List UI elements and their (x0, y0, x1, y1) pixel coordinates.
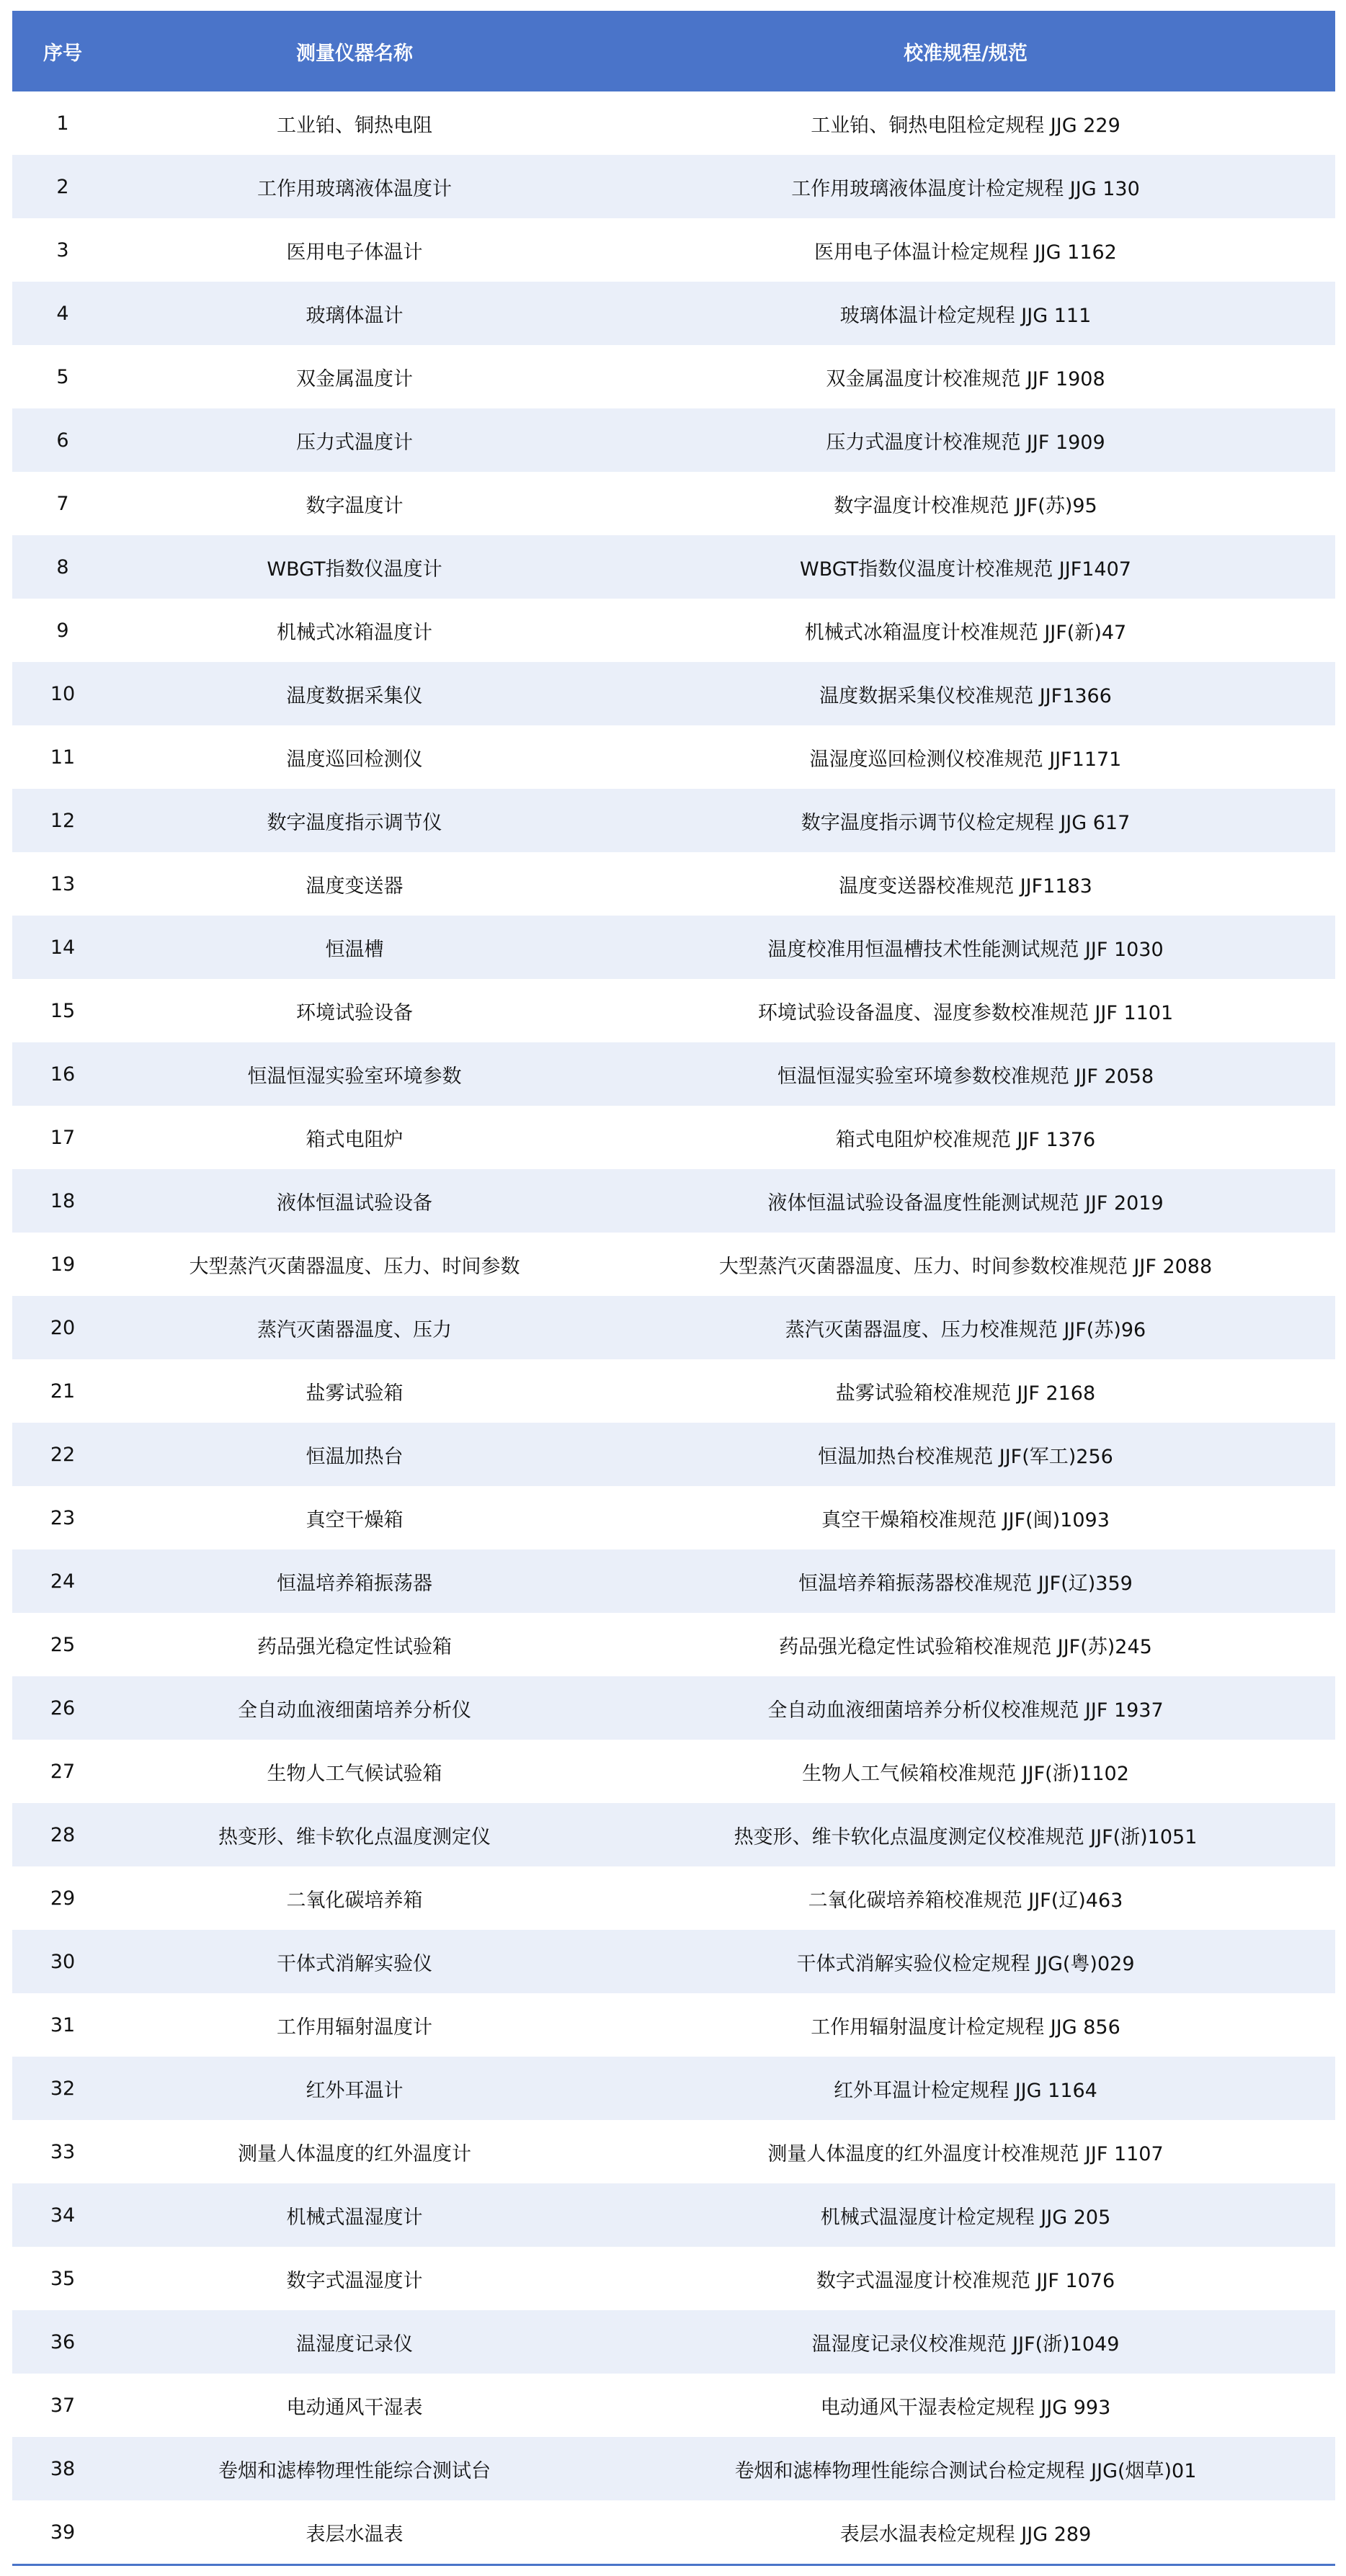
serial-number-cell: 19 (50, 1253, 76, 1276)
table-row (12, 789, 1335, 852)
instrument-name-cell: 压力式温度计 (296, 431, 413, 454)
table-row (12, 282, 1335, 345)
table-row (12, 1930, 1335, 1993)
calibration-spec-cell: 温度变送器校准规范 JJF1183 (839, 875, 1092, 898)
serial-number-cell: 39 (50, 2521, 76, 2544)
instrument-name-cell: 温度变送器 (306, 875, 404, 898)
calibration-spec-cell: 数字式温湿度计校准规范 JJF 1076 (816, 2269, 1115, 2292)
instrument-name-cell: 卷烟和滤棒物理性能综合测试台 (218, 2459, 491, 2482)
serial-number-cell: 13 (50, 872, 76, 895)
serial-number-cell: 12 (50, 809, 76, 832)
serial-number-cell: 35 (50, 2267, 76, 2290)
table-row (12, 662, 1335, 725)
serial-number-cell: 5 (56, 365, 69, 388)
serial-number-cell: 2 (56, 175, 69, 198)
calibration-spec-cell: 测量人体温度的红外温度计校准规范 JJF 1107 (767, 2142, 1164, 2165)
serial-number-cell: 4 (56, 302, 69, 325)
calibration-spec-cell: 双金属温度计校准规范 JJF 1908 (826, 367, 1105, 390)
calibration-spec-cell: 恒温培养箱振荡器校准规范 JJF(辽)359 (798, 1572, 1133, 1595)
instrument-name-cell: 蒸汽灭菌器温度、压力 (257, 1318, 452, 1341)
instrument-name-cell: 数字温度计 (306, 494, 404, 517)
table-row (12, 1613, 1335, 1676)
calibration-spec-cell: 玻璃体温计检定规程 JJG 111 (839, 304, 1092, 327)
header-serial-number: 序号 (43, 42, 82, 65)
instrument-name-cell: 工作用辐射温度计 (277, 2016, 432, 2039)
instrument-name-cell: 玻璃体温计 (306, 304, 404, 327)
calibration-spec-cell: 蒸汽灭菌器温度、压力校准规范 JJF(苏)96 (785, 1318, 1146, 1341)
instrument-name-cell: 数字温度指示调节仪 (267, 811, 442, 834)
calibration-spec-cell: 数字温度计校准规范 JJF(苏)95 (834, 494, 1097, 517)
serial-number-cell: 18 (50, 1189, 76, 1212)
calibration-spec-cell: 红外耳温计检定规程 JJG 1164 (834, 2079, 1097, 2102)
serial-number-cell: 17 (50, 1126, 76, 1149)
table-row (12, 155, 1335, 218)
calibration-spec-cell: 电动通风干湿表检定规程 JJG 993 (820, 2396, 1111, 2419)
calibration-spec-cell: 大型蒸汽灭菌器温度、压力、时间参数校准规范 JJF 2088 (718, 1255, 1213, 1278)
instrument-name-cell: 医用电子体温计 (286, 241, 423, 264)
table-row (12, 2247, 1335, 2310)
instrument-name-cell: 生物人工气候试验箱 (267, 1762, 442, 1785)
header-calibration-spec: 校准规程/规范 (904, 42, 1028, 65)
serial-number-cell: 22 (50, 1443, 76, 1466)
instrument-name-cell: 温度数据采集仪 (286, 684, 423, 707)
serial-number-cell: 6 (56, 429, 69, 452)
instrument-name-cell: 药品强光稳定性试验箱 (257, 1635, 452, 1658)
instrument-name-cell: 盐雾试验箱 (306, 1382, 404, 1405)
instrument-name-cell: 干体式消解实验仪 (277, 1952, 432, 1975)
instrument-name-cell: 工业铂、铜热电阻 (277, 114, 432, 137)
table-row (12, 1486, 1335, 1549)
instrument-name-cell: 恒温恒湿实验室环境参数 (247, 1065, 462, 1088)
table-row (12, 1042, 1335, 1106)
calibration-spec-cell: 温湿度巡回检测仪校准规范 JJF1171 (809, 748, 1122, 771)
instrument-name-cell: 测量人体温度的红外温度计 (238, 2142, 471, 2165)
calibration-spec-cell: 生物人工气候箱校准规范 JJF(浙)1102 (802, 1762, 1129, 1785)
calibration-spec-cell: 恒温恒湿实验室环境参数校准规范 JJF 2058 (777, 1065, 1154, 1088)
table-row (12, 345, 1335, 408)
instrument-name-cell: 机械式温湿度计 (286, 2206, 423, 2229)
serial-number-cell: 25 (50, 1633, 76, 1656)
table-row (12, 916, 1335, 979)
table-row (12, 599, 1335, 662)
instrument-name-cell: 红外耳温计 (306, 2079, 404, 2102)
table-row (12, 1233, 1335, 1296)
table-row (12, 2120, 1335, 2183)
table-row (12, 1296, 1335, 1359)
table-row (12, 1866, 1335, 1930)
table-row (12, 725, 1335, 789)
table-body (12, 91, 1335, 2564)
serial-number-cell: 36 (50, 2330, 76, 2353)
serial-number-cell: 10 (50, 682, 76, 705)
header-instrument-name: 测量仪器名称 (296, 42, 413, 65)
calibration-spec-cell: 压力式温度计校准规范 JJF 1909 (826, 431, 1105, 454)
instrument-name-cell: 箱式电阻炉 (306, 1128, 404, 1151)
table-row (12, 979, 1335, 1042)
instrument-name-cell: 电动通风干湿表 (286, 2396, 423, 2419)
serial-number-cell: 14 (50, 936, 76, 959)
serial-number-cell: 21 (50, 1379, 76, 1403)
calibration-spec-cell: 恒温加热台校准规范 JJF(军工)256 (818, 1445, 1113, 1468)
serial-number-cell: 28 (50, 1823, 76, 1846)
table-row (12, 852, 1335, 916)
serial-number-cell: 34 (50, 2204, 76, 2227)
calibration-spec-cell: 二氧化碳培养箱校准规范 JJF(辽)463 (808, 1889, 1123, 1912)
table-row (12, 2310, 1335, 2374)
instrument-name-cell: 双金属温度计 (296, 367, 413, 390)
calibration-spec-cell: 全自动血液细菌培养分析仪校准规范 JJF 1937 (767, 1699, 1164, 1722)
serial-number-cell: 7 (56, 492, 69, 515)
table-row (12, 1359, 1335, 1423)
instrument-name-cell: 环境试验设备 (296, 1001, 413, 1024)
instrument-name-cell: 恒温加热台 (306, 1445, 404, 1468)
calibration-spec-cell: 干体式消解实验仪检定规程 JJG(粤)029 (796, 1952, 1135, 1975)
serial-number-cell: 3 (56, 238, 69, 261)
instrument-name-cell: 真空干燥箱 (306, 1508, 404, 1531)
instrument-name-cell: 温湿度记录仪 (296, 2333, 413, 2356)
serial-number-cell: 31 (50, 2013, 76, 2036)
table-row (12, 1423, 1335, 1486)
table-row (12, 2183, 1335, 2247)
serial-number-cell: 1 (56, 112, 69, 135)
serial-number-cell: 27 (50, 1760, 76, 1783)
serial-number-cell: 29 (50, 1887, 76, 1910)
calibration-spec-cell: WBGT指数仪温度计校准规范 JJF1407 (800, 558, 1131, 581)
serial-number-cell: 8 (56, 555, 69, 578)
header-row (12, 11, 1335, 91)
calibration-spec-cell: 机械式温湿度计检定规程 JJG 205 (820, 2206, 1111, 2229)
serial-number-cell: 33 (50, 2140, 76, 2163)
calibration-spec-cell: 卷烟和滤棒物理性能综合测试台检定规程 JJG(烟草)01 (734, 2459, 1197, 2482)
calibration-spec-cell: 机械式冰箱温度计校准规范 JJF(新)47 (804, 621, 1127, 644)
calibration-spec-cell: 环境试验设备温度、湿度参数校准规范 JJF 1101 (757, 1001, 1174, 1024)
calibration-spec-cell: 温度数据采集仪校准规范 JJF1366 (819, 684, 1112, 707)
table-row (12, 2500, 1335, 2564)
table-row (12, 2437, 1335, 2500)
calibration-spec-table (12, 11, 1335, 2564)
table-row (12, 218, 1335, 282)
calibration-spec-cell: 盐雾试验箱校准规范 JJF 2168 (835, 1382, 1096, 1405)
table-row (12, 1169, 1335, 1233)
table-row (12, 91, 1335, 155)
instrument-name-cell: 机械式冰箱温度计 (277, 621, 432, 644)
calibration-spec-cell: 箱式电阻炉校准规范 JJF 1376 (835, 1128, 1096, 1151)
serial-number-cell: 23 (50, 1506, 76, 1529)
instrument-name-cell: 液体恒温试验设备 (277, 1191, 432, 1215)
serial-number-cell: 37 (50, 2394, 76, 2417)
table-bottom-border (12, 2564, 1335, 2566)
serial-number-cell: 26 (50, 1696, 76, 1719)
calibration-spec-cell: 工作用辐射温度计检定规程 JJG 856 (811, 2016, 1120, 2039)
table-row (12, 535, 1335, 599)
instrument-name-cell: 数字式温湿度计 (286, 2269, 423, 2292)
serial-number-cell: 16 (50, 1063, 76, 1086)
table-row (12, 1106, 1335, 1169)
calibration-spec-cell: 温度校准用恒温槽技术性能测试规范 JJF 1030 (767, 938, 1164, 961)
calibration-spec-cell: 热变形、维卡软化点温度测定仪校准规范 JJF(浙)1051 (734, 1825, 1198, 1848)
table-row (12, 2057, 1335, 2120)
serial-number-cell: 11 (50, 746, 76, 769)
calibration-spec-cell: 液体恒温试验设备温度性能测试规范 JJF 2019 (767, 1191, 1164, 1215)
serial-number-cell: 32 (50, 2077, 76, 2100)
table-row (12, 2374, 1335, 2437)
table-row (12, 1803, 1335, 1866)
table-row (12, 472, 1335, 535)
calibration-spec-cell: 药品强光稳定性试验箱校准规范 JJF(苏)245 (779, 1635, 1152, 1658)
instrument-name-cell: 全自动血液细菌培养分析仪 (238, 1699, 471, 1722)
table-row (12, 1549, 1335, 1613)
calibration-spec-cell: 工业铂、铜热电阻检定规程 JJG 229 (811, 114, 1120, 137)
calibration-spec-cell: 医用电子体温计检定规程 JJG 1162 (814, 241, 1117, 264)
instrument-name-cell: 表层水温表 (306, 2523, 404, 2546)
instrument-name-cell: 热变形、维卡软化点温度测定仪 (218, 1825, 491, 1848)
instrument-name-cell: 二氧化碳培养箱 (286, 1889, 423, 1912)
serial-number-cell: 20 (50, 1316, 76, 1339)
calibration-table-container (12, 11, 1335, 2566)
table-header (12, 11, 1335, 91)
table-row (12, 1740, 1335, 1803)
instrument-name-cell: 工作用玻璃液体温度计 (257, 177, 452, 200)
calibration-spec-cell: 表层水温表检定规程 JJG 289 (839, 2523, 1092, 2546)
serial-number-cell: 30 (50, 1950, 76, 1973)
table-row (12, 1993, 1335, 2057)
table-row (12, 408, 1335, 472)
calibration-spec-cell: 温湿度记录仪校准规范 JJF(浙)1049 (811, 2333, 1120, 2356)
instrument-name-cell: 恒温槽 (325, 938, 384, 961)
calibration-spec-cell: 数字温度指示调节仪检定规程 JJG 617 (801, 811, 1131, 834)
serial-number-cell: 24 (50, 1570, 76, 1593)
calibration-spec-cell: 真空干燥箱校准规范 JJF(闽)1093 (821, 1508, 1110, 1531)
serial-number-cell: 15 (50, 999, 76, 1022)
serial-number-cell: 38 (50, 2457, 76, 2480)
instrument-name-cell: 恒温培养箱振荡器 (277, 1572, 432, 1595)
instrument-name-cell: WBGT指数仪温度计 (267, 558, 442, 581)
instrument-name-cell: 温度巡回检测仪 (286, 748, 423, 771)
serial-number-cell: 9 (56, 619, 69, 642)
table-row (12, 1676, 1335, 1740)
instrument-name-cell: 大型蒸汽灭菌器温度、压力、时间参数 (189, 1255, 520, 1278)
calibration-spec-cell: 工作用玻璃液体温度计检定规程 JJG 130 (791, 177, 1140, 200)
